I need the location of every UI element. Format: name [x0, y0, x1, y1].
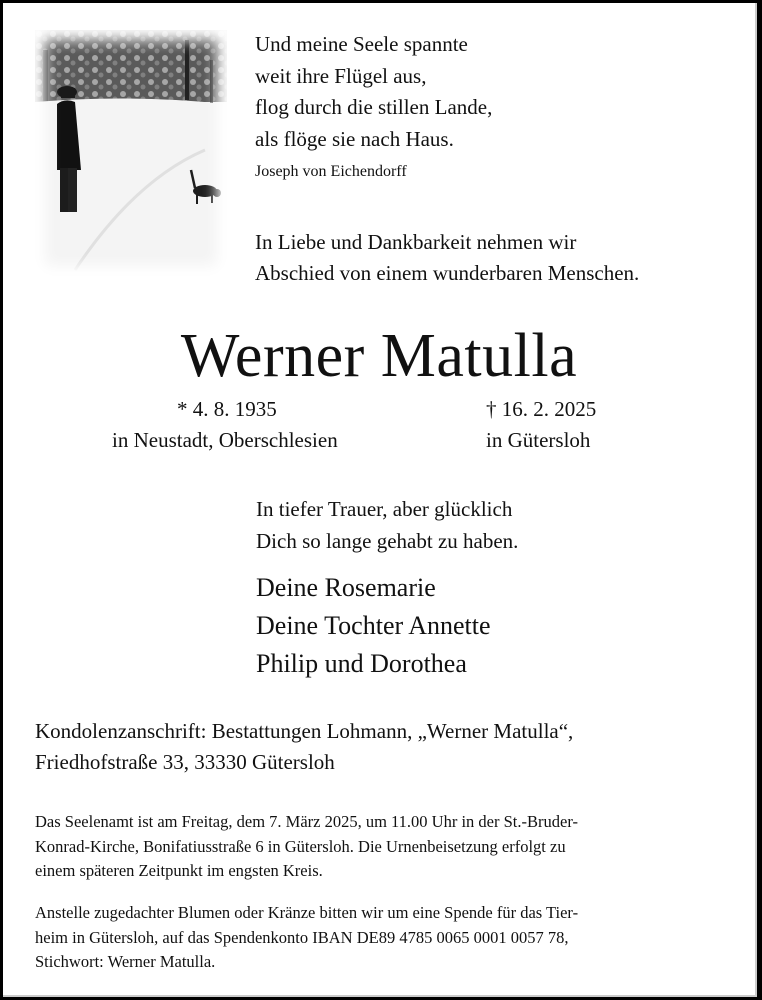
- birth-date: * 4. 8. 1935: [177, 397, 277, 421]
- signers-list: [256, 569, 491, 683]
- farewell-line: Abschied von einem wunderbaren Menschen.: [255, 261, 640, 285]
- service-line: Das Seelenamt ist am Freitag, dem 7. März 2025, um 11.00 Uhr in der St.-Bruder-: [35, 812, 578, 831]
- poem-author: Joseph von Eichendorff: [255, 163, 407, 180]
- mourning-line: Dich so lange gehabt zu haben.: [256, 528, 519, 553]
- photo-vignette: [35, 30, 227, 276]
- death-place: in Gütersloh: [486, 428, 591, 452]
- signer: Philip und Dorothea: [256, 649, 467, 678]
- donation-line: Anstelle zugedachter Blumen oder Kränze bitten wir um eine Spende für das Tier-: [35, 903, 579, 922]
- signer: Deine Tochter Annette: [256, 611, 491, 640]
- signer: Deine Rosemarie: [256, 573, 436, 602]
- death-date: † 16. 2. 2025: [486, 397, 597, 421]
- service-line: einem späteren Zeitpunkt im engsten Kreis.: [35, 861, 323, 880]
- condolence-address: [35, 716, 573, 778]
- mourning-line: In tiefer Trauer, aber glücklich: [256, 497, 513, 521]
- donation-line: heim in Gütersloh, auf das Spendenkonto IBAN DE89 4785 0065 0001 0057 78,: [35, 927, 569, 947]
- donation-line: Stichwort: Werner Matulla.: [35, 952, 216, 971]
- poem: [255, 29, 492, 155]
- memorial-photo: [35, 30, 227, 276]
- poem-line: weit ihre Flügel aus,: [255, 63, 427, 88]
- birth-place: in Neustadt, Oberschlesien: [112, 428, 338, 452]
- farewell-line: In Liebe und Dankbarkeit nehmen wir: [255, 230, 577, 254]
- service-info: [35, 810, 578, 884]
- address-line: Friedhofstraße 33, 33330 Gütersloh: [35, 750, 335, 774]
- address-line: Kondolenzanschrift: Bestattungen Lohmann, „Werner Matulla“,: [35, 719, 574, 743]
- donation-info: [35, 901, 578, 975]
- farewell-text: [255, 227, 639, 289]
- poem-line: Und meine Seele spannte: [255, 32, 468, 56]
- service-line: Konrad-Kirche, Bonifatiusstraße 6 in Gütersloh. Die Urnenbeisetzung erfolgt zu: [35, 836, 566, 856]
- poem-line: flog durch die stillen Lande,: [255, 95, 493, 119]
- deceased-name: Werner Matulla: [180, 322, 578, 390]
- poem-line: als flöge sie nach Haus.: [255, 126, 454, 151]
- mourning-text: [256, 494, 518, 557]
- obituary-notice: [3, 3, 757, 997]
